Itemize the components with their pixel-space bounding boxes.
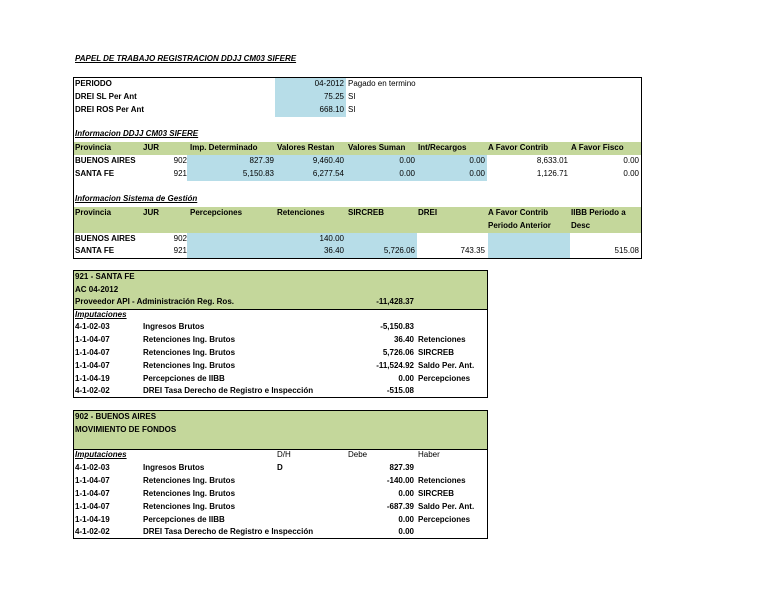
- account-code: 1-1-04-19: [75, 515, 110, 524]
- note: Retenciones: [418, 335, 466, 344]
- drei-sl-value: 75.25: [323, 92, 344, 101]
- ddjj-cell: 0.00: [399, 156, 415, 165]
- ddjj-col-header: Provincia: [75, 143, 112, 152]
- gestion-col-header: Percepciones: [190, 208, 243, 217]
- amount: 0.00: [398, 527, 414, 536]
- account-code: 4-1-02-02: [75, 527, 110, 536]
- ddjj-cell: 0.00: [469, 169, 485, 178]
- ddjj-cell: 9,460.40: [312, 156, 344, 165]
- amount: 0.00: [398, 374, 414, 383]
- note: Percepciones: [418, 515, 471, 524]
- ddjj-col-header: Imp. Determinado: [190, 143, 258, 152]
- ddjj-cell: BUENOS AIRES: [75, 156, 136, 165]
- gestion-col-header: SIRCREB: [348, 208, 385, 217]
- santafe-title: 921 - SANTA FE: [75, 272, 135, 281]
- amount: 5,726.06: [382, 348, 414, 357]
- gestion-col-header: IIBB Periodo a: [571, 208, 626, 217]
- account-code: 1-1-04-07: [75, 502, 110, 511]
- ddjj-cell: 0.00: [623, 156, 639, 165]
- account-code: 4-1-02-03: [75, 322, 110, 331]
- santafe-divider: [74, 309, 487, 310]
- drei-ros-note: SI: [348, 105, 356, 114]
- account-code: 1-1-04-07: [75, 476, 110, 485]
- note: Saldo Per. Ant.: [418, 361, 475, 370]
- account-desc: Percepciones de IIBB: [143, 515, 225, 524]
- gestion-col-header: A Favor Contrib: [488, 208, 549, 217]
- account-desc: Retenciones Ing. Brutos: [143, 489, 236, 498]
- account-desc: Retenciones Ing. Brutos: [143, 476, 236, 485]
- note: Percepciones: [418, 374, 471, 383]
- buenosaires-imputaciones-label: Imputaciones: [75, 450, 127, 459]
- gestion-col-header: DREI: [418, 208, 438, 217]
- account-code: 1-1-04-19: [75, 374, 110, 383]
- ddjj-cell: 6,277.54: [312, 169, 344, 178]
- amount: -140.00: [386, 476, 414, 485]
- account-desc: Retenciones Ing. Brutos: [143, 502, 236, 511]
- buenosaires-subtitle: MOVIMIENTO DE FONDOS: [75, 425, 177, 434]
- ddjj-col-header: Valores Suman: [348, 143, 406, 152]
- ddjj-cell: 8,633.01: [536, 156, 568, 165]
- santafe-imputaciones-label: Imputaciones: [75, 310, 127, 319]
- note: SIRCREB: [418, 489, 455, 498]
- drei-ros-value: 668.10: [319, 105, 344, 114]
- amount: 36.40: [393, 335, 414, 344]
- amount: -515.08: [386, 386, 414, 395]
- account-desc: Ingresos Brutos: [143, 322, 205, 331]
- ddjj-col-header: A Favor Contrib: [488, 143, 549, 152]
- santafe-proveedor-label: Proveedor API - Administración Reg. Ros.: [75, 297, 234, 306]
- account-code: 1-1-04-07: [75, 361, 110, 370]
- ddjj-cell: 0.00: [469, 156, 485, 165]
- gestion-cell: 140.00: [319, 234, 344, 243]
- gestion-cell: 743.35: [460, 246, 485, 255]
- gestion-section-title: Informacion Sistema de Gestión: [75, 194, 198, 203]
- gestion-col-header: JUR: [143, 208, 160, 217]
- gestion-cell: 902: [173, 234, 187, 243]
- gestion-favor-highlight: [488, 233, 570, 258]
- periodo-value: 04-2012: [314, 79, 344, 88]
- col-debe-header: Debe: [348, 450, 368, 459]
- page-title: PAPEL DE TRABAJO REGISTRACION DDJJ CM03 SIFERE: [75, 54, 297, 63]
- ddjj-section-title: Informacion DDJJ CM03 SIFERE: [75, 129, 199, 138]
- drei-sl-note: SI: [348, 92, 356, 101]
- periodo-note: Pagado en termino: [348, 79, 416, 88]
- santafe-period: AC 04-2012: [75, 285, 119, 294]
- amount: 0.00: [398, 515, 414, 524]
- gestion-cell: 515.08: [614, 246, 639, 255]
- gestion-cell: BUENOS AIRES: [75, 234, 136, 243]
- account-desc: DREI Tasa Derecho de Registro e Inspección: [143, 527, 314, 536]
- col-dh-header: D/H: [277, 450, 291, 459]
- amount: -11,524.92: [376, 361, 414, 370]
- account-desc: Percepciones de IIBB: [143, 374, 225, 383]
- amount: -5,150.83: [380, 322, 414, 331]
- gestion-cell: SANTA FE: [75, 246, 115, 255]
- account-desc: Ingresos Brutos: [143, 463, 205, 472]
- account-desc: Retenciones Ing. Brutos: [143, 361, 236, 370]
- ddjj-col-header: A Favor Fisco: [571, 143, 624, 152]
- amount: 827.39: [389, 463, 414, 472]
- note: SIRCREB: [418, 348, 455, 357]
- gestion-cell: 36.40: [323, 246, 344, 255]
- account-desc: Retenciones Ing. Brutos: [143, 348, 236, 357]
- drei-sl-label: DREI SL Per Ant: [75, 92, 137, 101]
- ddjj-cell: 5,150.83: [242, 169, 274, 178]
- gestion-col-header: Periodo Anterior: [488, 221, 551, 230]
- gestion-col-header: Retenciones: [277, 208, 325, 217]
- periodo-label: PERIODO: [75, 79, 112, 88]
- ddjj-cell: 827.39: [249, 156, 274, 165]
- ddjj-cell: 921: [173, 169, 187, 178]
- santafe-proveedor-value: -11,428.37: [376, 297, 414, 306]
- ddjj-col-header: JUR: [143, 143, 160, 152]
- ddjj-col-header: Int/Recargos: [418, 143, 467, 152]
- ddjj-cell: 1,126.71: [536, 169, 568, 178]
- ddjj-cell: SANTA FE: [75, 169, 115, 178]
- account-desc: Retenciones Ing. Brutos: [143, 335, 236, 344]
- ddjj-col-header: Valores Restan: [277, 143, 335, 152]
- gestion-cell: 5,726.06: [383, 246, 415, 255]
- account-code: 4-1-02-03: [75, 463, 110, 472]
- account-code: 1-1-04-07: [75, 489, 110, 498]
- account-code: 1-1-04-07: [75, 348, 110, 357]
- note: Saldo Per. Ant.: [418, 502, 475, 511]
- gestion-col-header: Desc: [571, 221, 591, 230]
- amount: 0.00: [398, 489, 414, 498]
- ddjj-cell: 0.00: [623, 169, 639, 178]
- account-code: 4-1-02-02: [75, 386, 110, 395]
- dh-flag: D: [277, 463, 283, 472]
- account-code: 1-1-04-07: [75, 335, 110, 344]
- gestion-cell: 921: [173, 246, 187, 255]
- col-haber-header: Haber: [418, 450, 440, 459]
- note: Retenciones: [418, 476, 466, 485]
- ddjj-cell: 902: [173, 156, 187, 165]
- gestion-col-header: Provincia: [75, 208, 112, 217]
- amount: -687.39: [386, 502, 414, 511]
- drei-ros-label: DREI ROS Per Ant: [75, 105, 145, 114]
- buenosaires-title: 902 - BUENOS AIRES: [75, 412, 157, 421]
- ddjj-cell: 0.00: [399, 169, 415, 178]
- account-desc: DREI Tasa Derecho de Registro e Inspección: [143, 386, 314, 395]
